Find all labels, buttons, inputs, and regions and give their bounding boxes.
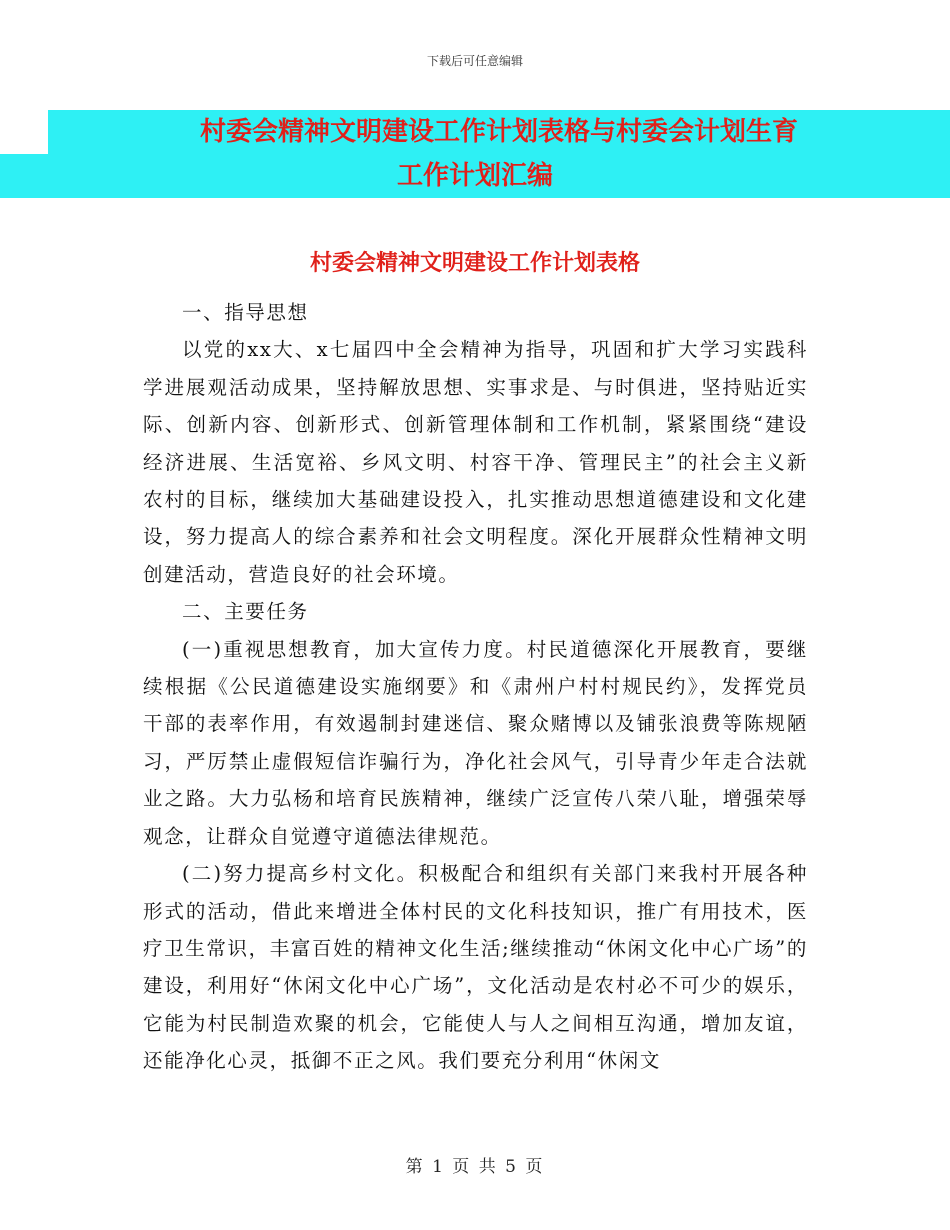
heading-guiding-thought: 一、指导思想: [182, 301, 309, 324]
paragraph-task-1: (一)重视思想教育，加大宣传力度。村民道德深化开展教育，要继续根据《公民道德建设实施纲要》和《肃州户村村规民约》，发挥党员干部的表率作用，有效遏制封建迷信、聚众赌博以及铺张浪费等陈规陋习，严厉禁止虚假短信诈骗行为，净化社会风气，引导青少年走合法就业之路。大力弘杨和培育民族精神，继续广泛宣传八荣八耻，增强荣辱观念，让群众自觉遵守道德法律规范。: [143, 637, 808, 848]
paragraph-task-2: (二)努力提高乡村文化。积极配合和组织有关部门来我村开展各种形式的活动，借此来增进全体村民的文化科技知识，推广有用技术，医疗卫生常识，丰富百姓的精神文化生活;继续推动“休闲文化中心广场”的建设，利用好“休闲文化中心广场”，文化活动是农村必不可少的娱乐，它能为村民制造欢聚的机会，它能使人与人之间相互沟通，增加友谊，还能净化心灵，抵御不正之风。我们要充分利用“休闲文: [143, 862, 808, 1073]
document-body: [143, 294, 808, 1080]
title-line-2-text: 工作计划汇编: [396, 161, 553, 191]
header-note: 下载后可任意编辑: [426, 54, 523, 68]
heading-main-tasks: 二、主要任务: [182, 600, 309, 624]
title-line-1-text: 村委会精神文明建设工作计划表格与村委会计划生育: [199, 117, 798, 147]
document-title: [0, 110, 950, 198]
section-title: 村委会精神文明建设工作计划表格: [309, 251, 640, 276]
document-title-line-2: [0, 154, 950, 198]
page-number: 第 1 页 共 5 页: [405, 1157, 545, 1177]
document-title-line-1: [48, 110, 950, 154]
paragraph-guiding-thought: 以党的xx大、x七届四中全会精神为指导，巩固和扩大学习实践科学进展观活动成果，坚持解放思想、实事求是、与时俱进，坚持贴近实际、创新内容、创新形式、创新管理体制和工作机制，紧紧围绕“建设经济进展、生活宽裕、乡风文明、村容干净、管理民主”的社会主义新农村的目标，继续加大基础建设投入，扎实推动思想道德建设和文化建设，努力提高人的综合素养和社会文明程度。深化开展群众性精神文明创建活动，营造良好的社会环境。: [143, 338, 808, 586]
